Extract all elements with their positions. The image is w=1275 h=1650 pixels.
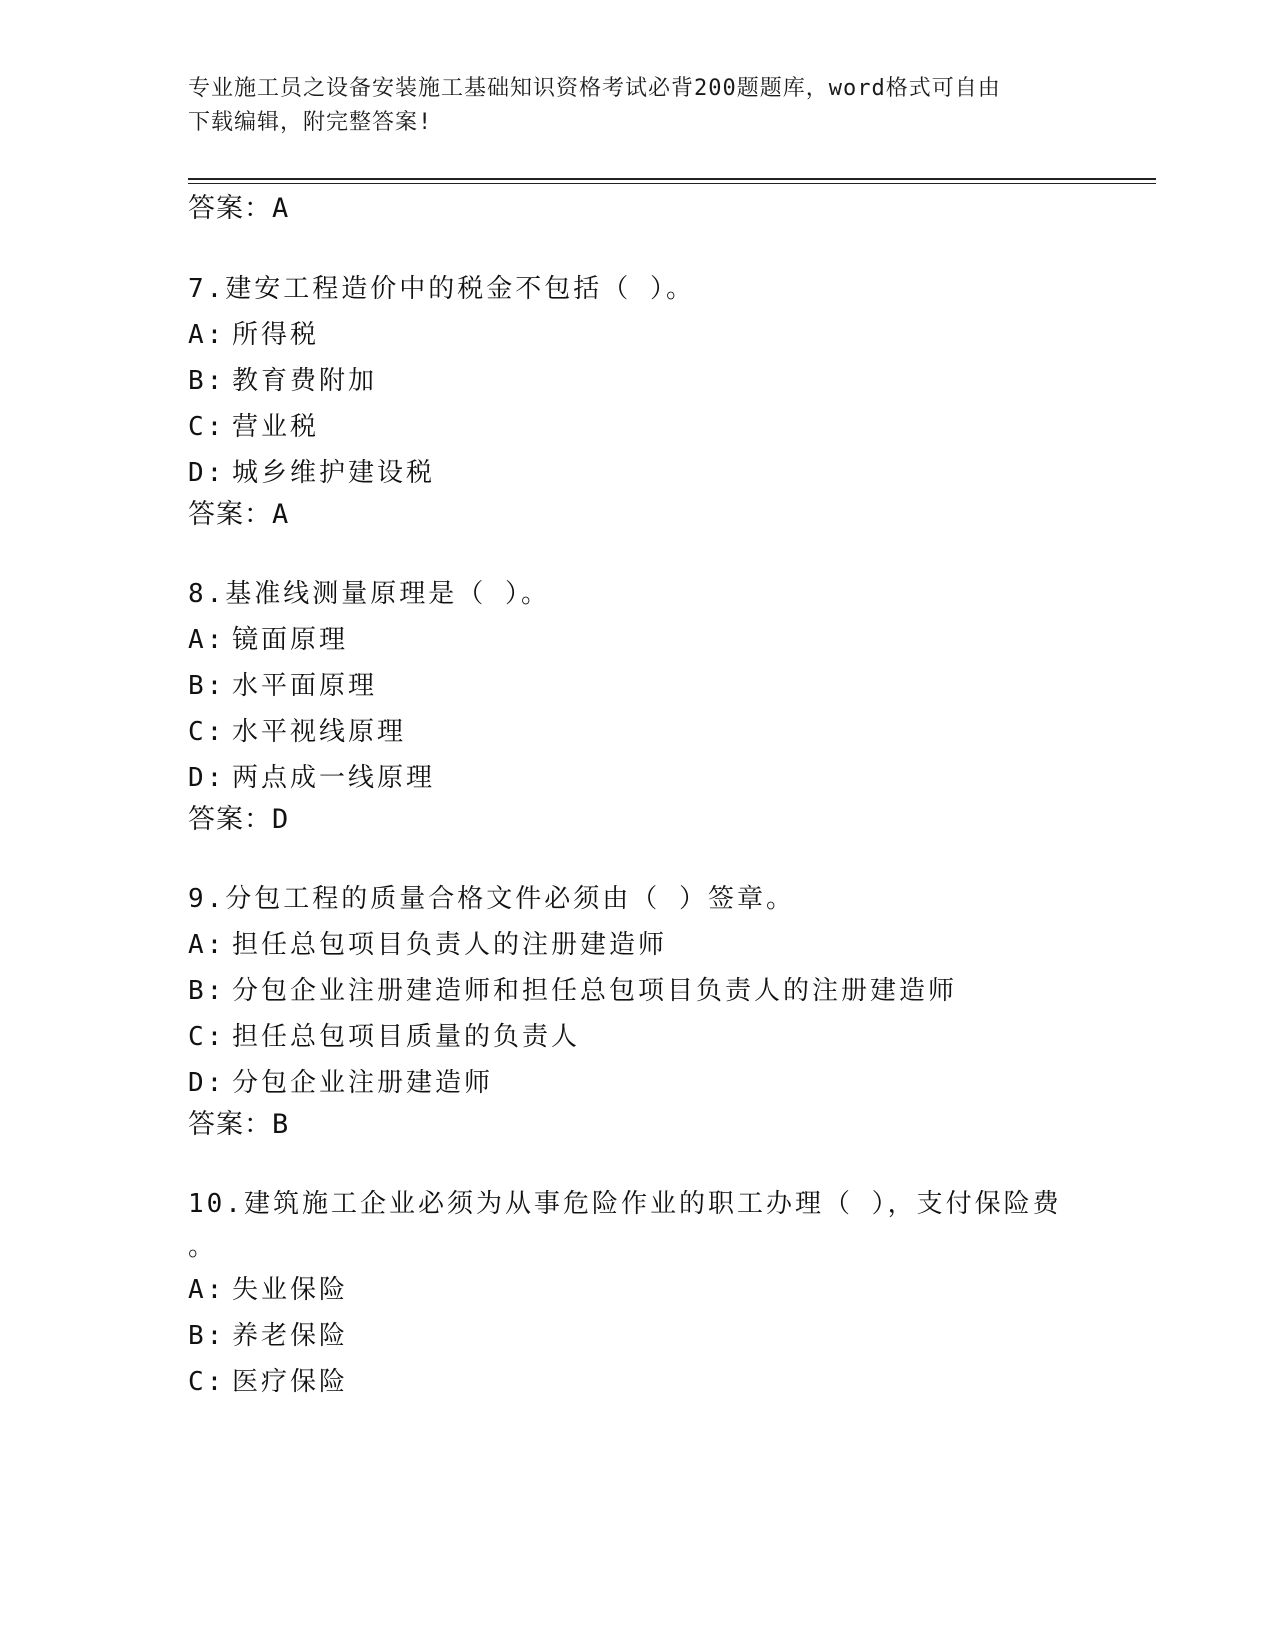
option-letter: C: — [188, 412, 226, 442]
answer-value: B — [272, 1109, 290, 1140]
option-text: 水平视线原理 — [232, 717, 407, 747]
option-b — [188, 663, 1068, 709]
option-text: 养老保险 — [232, 1321, 349, 1351]
option-text: 水平面原理 — [232, 671, 378, 701]
header-line-1: 专业施工员之设备安装施工基础知识资格考试必背200题题库，word格式可自由 — [188, 76, 1001, 101]
question-10 — [188, 1181, 1068, 1405]
header-divider-thin — [188, 183, 1156, 184]
previous-answer — [188, 186, 289, 225]
option-letter: B: — [188, 366, 226, 396]
option-letter: B: — [188, 976, 226, 1006]
option-a — [188, 312, 1068, 358]
option-d — [188, 450, 1068, 496]
header-divider-thick — [188, 178, 1156, 180]
option-letter: D: — [188, 458, 226, 488]
option-text: 分包企业注册建造师 — [232, 1068, 494, 1098]
question-7 — [188, 266, 1068, 496]
option-c — [188, 1359, 1068, 1405]
answer-9 — [188, 1102, 289, 1141]
option-letter: A: — [188, 930, 226, 960]
question-stem: 7.建安工程造价中的税金不包括（ ）。 — [188, 274, 695, 304]
option-text: 分包企业注册建造师和担任总包项目负责人的注册建造师 — [232, 976, 958, 1006]
option-a — [188, 617, 1068, 663]
answer-value: A — [272, 499, 290, 530]
option-a — [188, 922, 1068, 968]
option-letter: C: — [188, 717, 226, 747]
option-text: 所得税 — [232, 320, 320, 350]
option-letter: C: — [188, 1367, 226, 1397]
question-stem: 8.基准线测量原理是（ ）。 — [188, 579, 550, 609]
option-b — [188, 358, 1068, 404]
option-text: 两点成一线原理 — [232, 763, 436, 793]
header-line-2: 下载编辑，附完整答案! — [188, 110, 433, 135]
answer-label: 答案： — [188, 193, 272, 224]
question-9 — [188, 876, 1068, 1106]
answer-label: 答案： — [188, 499, 272, 530]
answer-7 — [188, 492, 289, 531]
option-b — [188, 1313, 1068, 1359]
option-letter: A: — [188, 320, 226, 350]
answer-value: D — [272, 804, 290, 835]
option-text: 医疗保险 — [232, 1367, 349, 1397]
question-8 — [188, 571, 1068, 801]
question-stem: 9.分包工程的质量合格文件必须由（ ）签章。 — [188, 884, 795, 914]
option-letter: A: — [188, 625, 226, 655]
option-text: 担任总包项目质量的负责人 — [232, 1022, 581, 1052]
answer-label: 答案： — [188, 804, 272, 835]
option-letter: D: — [188, 763, 226, 793]
option-text: 担任总包项目负责人的注册建造师 — [232, 930, 668, 960]
answer-value: A — [272, 193, 290, 224]
option-text: 失业保险 — [232, 1275, 349, 1305]
document-header — [188, 72, 1068, 140]
answer-label: 答案： — [188, 1109, 272, 1140]
option-text: 营业税 — [232, 412, 320, 442]
option-letter: A: — [188, 1275, 226, 1305]
option-text: 城乡维护建设税 — [232, 458, 436, 488]
option-letter: D: — [188, 1068, 226, 1098]
question-stem-continuation: 。 — [188, 1232, 218, 1262]
question-stem: 10.建筑施工企业必须为从事危险作业的职工办理（ ），支付保险费 — [188, 1189, 1062, 1219]
option-d — [188, 755, 1068, 801]
option-letter: B: — [188, 671, 226, 701]
option-c — [188, 1014, 1068, 1060]
option-text: 镜面原理 — [232, 625, 349, 655]
option-d — [188, 1060, 1068, 1106]
option-letter: C: — [188, 1022, 226, 1052]
option-c — [188, 404, 1068, 450]
option-b — [188, 968, 1068, 1014]
option-letter: B: — [188, 1321, 226, 1351]
option-a — [188, 1267, 1068, 1313]
answer-8 — [188, 797, 289, 836]
option-c — [188, 709, 1068, 755]
option-text: 教育费附加 — [232, 366, 378, 396]
